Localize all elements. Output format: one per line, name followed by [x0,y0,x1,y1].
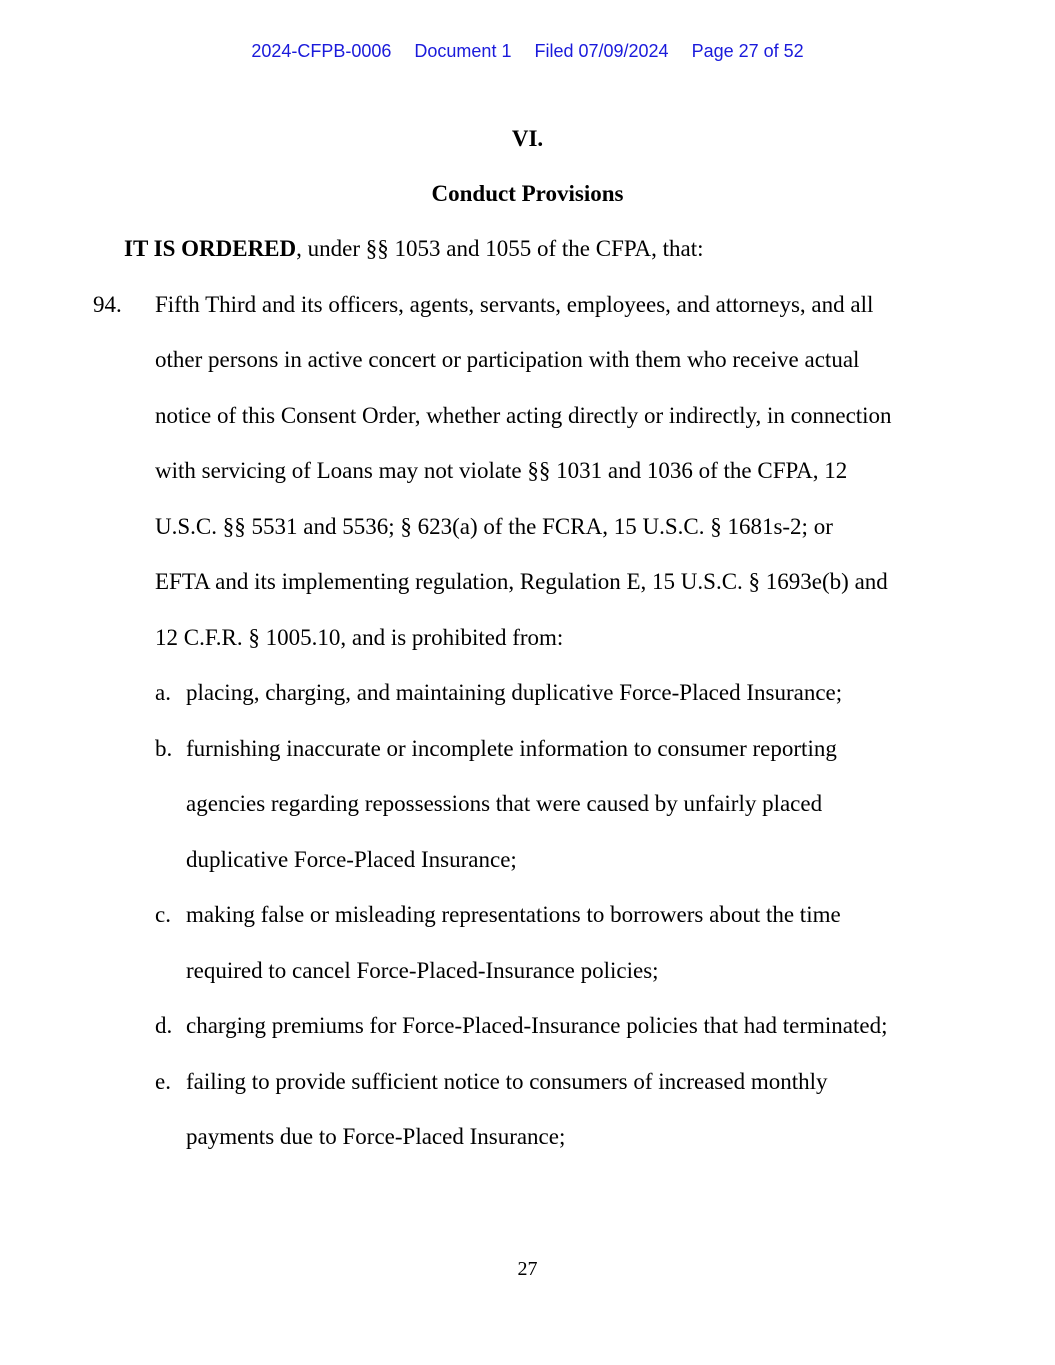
filed-date: Filed 07/09/2024 [534,41,669,61]
list-item-line: making false or misleading representations to borrowers about the time [186,902,841,927]
paragraph-line: Fifth Third and its officers, agents, servants, employees, and attorneys, and all [155,292,874,317]
paragraph-line: U.S.C. §§ 5531 and 5536; § 623(a) of the FCRA, 15 U.S.C. § 1681s-2; or [155,514,833,539]
order-lead: IT IS ORDERED [124,236,297,261]
list-item-line: agencies regarding repossessions that were caused by unfairly placed [186,791,823,816]
paragraph-line: other persons in active concert or participation with them who receive actual [155,347,860,372]
list-item-line: duplicative Force-Placed Insurance; [186,847,517,872]
filing-header [0,40,1055,62]
section-title: Conduct Provisions [431,181,624,206]
list-item-line: placing, charging, and maintaining duplicative Force-Placed Insurance; [186,680,843,705]
document-label: Document 1 [414,41,512,61]
order-statement [124,235,704,263]
list-item-line: payments due to Force-Placed Insurance; [186,1124,566,1149]
list-item-line: required to cancel Force-Placed-Insurance policies; [186,958,659,983]
page-number: 27 [517,1258,538,1280]
paragraph-line: 12 C.F.R. § 1005.10, and is prohibited from: [155,625,564,650]
paragraph-line: EFTA and its implementing regulation, Regulation E, 15 U.S.C. § 1693e(b) and [155,569,888,594]
paragraph-line: with servicing of Loans may not violate §§ 1031 and 1036 of the CFPA, 12 [155,458,848,483]
case-number: 2024-CFPB-0006 [251,41,392,61]
list-item-line: failing to provide sufficient notice to consumers of increased monthly [186,1069,828,1094]
page-indicator: Page 27 of 52 [691,41,804,61]
list-item-letter: b. [155,736,173,761]
list-item-line: charging premiums for Force-Placed-Insurance policies that had terminated; [186,1013,888,1038]
order-rest: , under §§ 1053 and 1055 of the CFPA, that: [296,236,704,261]
list-item-letter: e. [155,1069,171,1094]
list-item-line: furnishing inaccurate or incomplete information to consumer reporting [186,736,837,761]
paragraph-number: 94. [93,292,122,317]
list-item-letter: a. [155,680,171,705]
paragraph-line: notice of this Consent Order, whether acting directly or indirectly, in connection [155,403,892,428]
list-item-letter: c. [155,902,171,927]
list-item-letter: d. [155,1013,173,1038]
section-number: VI. [511,126,544,151]
